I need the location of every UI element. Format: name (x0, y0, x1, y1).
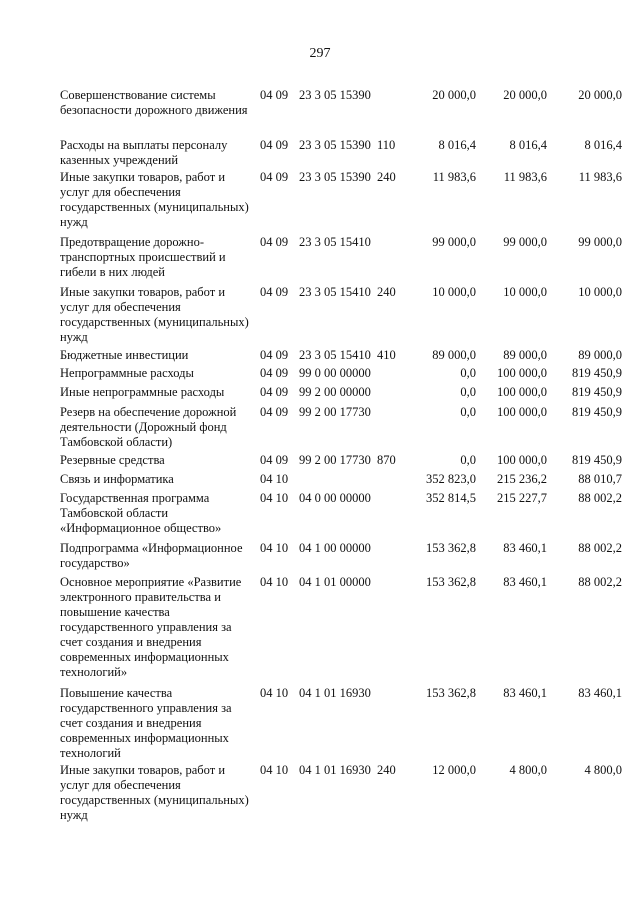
row-description: Подпрограмма «Информационное государство» (60, 541, 243, 570)
row-target-article-code: 99 0 00 00000 (299, 366, 371, 380)
row-amount-year2: 100 000,0 (497, 453, 547, 467)
row-description: Непрограммные расходы (60, 366, 194, 380)
row-amount-year1: 99 000,0 (432, 235, 476, 249)
row-amount-year1: 352 814,5 (426, 491, 476, 505)
row-description: Резервные средства (60, 453, 165, 467)
row-description: Совершенствование системы безопасности дорожного движения (60, 88, 248, 117)
page-number: 297 (309, 46, 331, 61)
row-amount-year2: 11 983,6 (503, 170, 547, 184)
row-target-article-code: 23 3 05 15390 (299, 138, 371, 152)
row-expense-type-code: 240 (377, 170, 396, 184)
row-amount-year3: 83 460,1 (578, 686, 622, 700)
row-section-code: 04 10 (260, 686, 289, 700)
row-amount-year1: 89 000,0 (432, 348, 476, 362)
row-target-article-code: 04 0 00 00000 (299, 491, 371, 505)
row-amount-year3: 99 000,0 (578, 235, 622, 249)
row-description: Бюджетные инвестиции (60, 348, 189, 362)
row-section-code: 04 10 (260, 575, 289, 589)
row-expense-type-code: 110 (377, 138, 396, 152)
row-section-code: 04 09 (260, 385, 289, 399)
row-description: Резерв на обеспечение дорожной деятельности (Дорожный фонд Тамбовской области) (60, 405, 237, 449)
row-amount-year1: 11 983,6 (432, 170, 476, 184)
row-amount-year3: 819 450,9 (572, 385, 622, 399)
row-target-article-code: 99 2 00 17730 (299, 453, 371, 467)
row-target-article-code: 23 3 05 15390 (299, 88, 371, 102)
row-amount-year2: 89 000,0 (503, 348, 547, 362)
row-amount-year3: 88 002,2 (578, 575, 622, 589)
row-target-article-code: 23 3 05 15410 (299, 348, 371, 362)
row-target-article-code: 04 1 01 16930 (299, 686, 371, 700)
row-target-article-code: 23 3 05 15390 (299, 170, 371, 184)
row-amount-year1: 10 000,0 (432, 285, 476, 299)
row-target-article-code: 04 1 01 00000 (299, 575, 371, 589)
row-amount-year1: 20 000,0 (432, 88, 476, 102)
row-target-article-code: 23 3 05 15410 (299, 285, 371, 299)
row-section-code: 04 10 (260, 491, 289, 505)
row-target-article-code: 04 1 01 16930 (299, 763, 371, 777)
row-amount-year1: 352 823,0 (426, 472, 476, 486)
row-amount-year2: 83 460,1 (503, 575, 547, 589)
row-expense-type-code: 870 (377, 453, 396, 467)
row-description: Расходы на выплаты персоналу казенных учреждений (60, 138, 228, 167)
row-amount-year2: 10 000,0 (503, 285, 547, 299)
row-description: Основное мероприятие «Развитие электронного правительства и повышение качества государственного управления за счет создания и внедрения современных информационных технологий» (60, 575, 242, 679)
row-amount-year2: 8 016,4 (509, 138, 547, 152)
row-section-code: 04 09 (260, 235, 289, 249)
row-target-article-code: 23 3 05 15410 (299, 235, 371, 249)
row-expense-type-code: 240 (377, 763, 396, 777)
row-amount-year3: 88 010,7 (578, 472, 622, 486)
row-amount-year1: 153 362,8 (426, 686, 476, 700)
row-section-code: 04 09 (260, 453, 289, 467)
row-description: Иные закупки товаров, работ и услуг для обеспечения государственных (муниципальных) нужд (60, 763, 249, 822)
row-section-code: 04 09 (260, 366, 289, 380)
row-amount-year3: 819 450,9 (572, 405, 622, 419)
row-section-code: 04 10 (260, 472, 289, 486)
row-amount-year1: 153 362,8 (426, 541, 476, 555)
row-amount-year1: 12 000,0 (432, 763, 476, 777)
row-amount-year2: 83 460,1 (503, 686, 547, 700)
row-amount-year2: 100 000,0 (497, 366, 547, 380)
row-amount-year3: 88 002,2 (578, 491, 622, 505)
row-amount-year1: 153 362,8 (426, 575, 476, 589)
row-amount-year2: 100 000,0 (497, 405, 547, 419)
row-description: Иные закупки товаров, работ и услуг для обеспечения государственных (муниципальных) нужд (60, 285, 249, 344)
row-description: Повышение качества государственного управления за счет создания и внедрения современных информационных технологий (60, 686, 232, 760)
row-target-article-code: 99 2 00 17730 (299, 405, 371, 419)
row-amount-year2: 20 000,0 (503, 88, 547, 102)
row-section-code: 04 09 (260, 88, 289, 102)
row-section-code: 04 09 (260, 138, 289, 152)
row-section-code: 04 10 (260, 763, 289, 777)
row-amount-year2: 100 000,0 (497, 385, 547, 399)
row-amount-year2: 215 227,7 (497, 491, 547, 505)
row-description: Связь и информатика (60, 472, 174, 486)
row-expense-type-code: 410 (377, 348, 396, 362)
row-section-code: 04 09 (260, 348, 289, 362)
row-amount-year1: 8 016,4 (438, 138, 476, 152)
row-amount-year1: 0,0 (460, 366, 476, 380)
row-amount-year1: 0,0 (460, 385, 476, 399)
row-description: Иные закупки товаров, работ и услуг для обеспечения государственных (муниципальных) нужд (60, 170, 249, 229)
row-amount-year1: 0,0 (460, 405, 476, 419)
row-amount-year2: 99 000,0 (503, 235, 547, 249)
row-amount-year3: 819 450,9 (572, 453, 622, 467)
row-amount-year2: 4 800,0 (509, 763, 547, 777)
row-section-code: 04 10 (260, 541, 289, 555)
row-section-code: 04 09 (260, 285, 289, 299)
row-section-code: 04 09 (260, 170, 289, 184)
row-amount-year3: 819 450,9 (572, 366, 622, 380)
row-amount-year2: 83 460,1 (503, 541, 547, 555)
row-expense-type-code: 240 (377, 285, 396, 299)
row-amount-year3: 11 983,6 (578, 170, 622, 184)
row-amount-year3: 10 000,0 (578, 285, 622, 299)
row-description: Предотвращение дорожно-транспортных происшествий и гибели в них людей (60, 235, 226, 279)
row-description: Иные непрограммные расходы (60, 385, 225, 399)
row-section-code: 04 09 (260, 405, 289, 419)
row-target-article-code: 04 1 00 00000 (299, 541, 371, 555)
row-amount-year3: 20 000,0 (578, 88, 622, 102)
row-amount-year3: 89 000,0 (578, 348, 622, 362)
row-amount-year2: 215 236,2 (497, 472, 547, 486)
row-amount-year3: 88 002,2 (578, 541, 622, 555)
row-description: Государственная программа Тамбовской области «Информационное общество» (60, 491, 222, 535)
row-target-article-code: 99 2 00 00000 (299, 385, 371, 399)
row-amount-year3: 4 800,0 (584, 763, 622, 777)
row-amount-year1: 0,0 (460, 453, 476, 467)
row-amount-year3: 8 016,4 (584, 138, 622, 152)
